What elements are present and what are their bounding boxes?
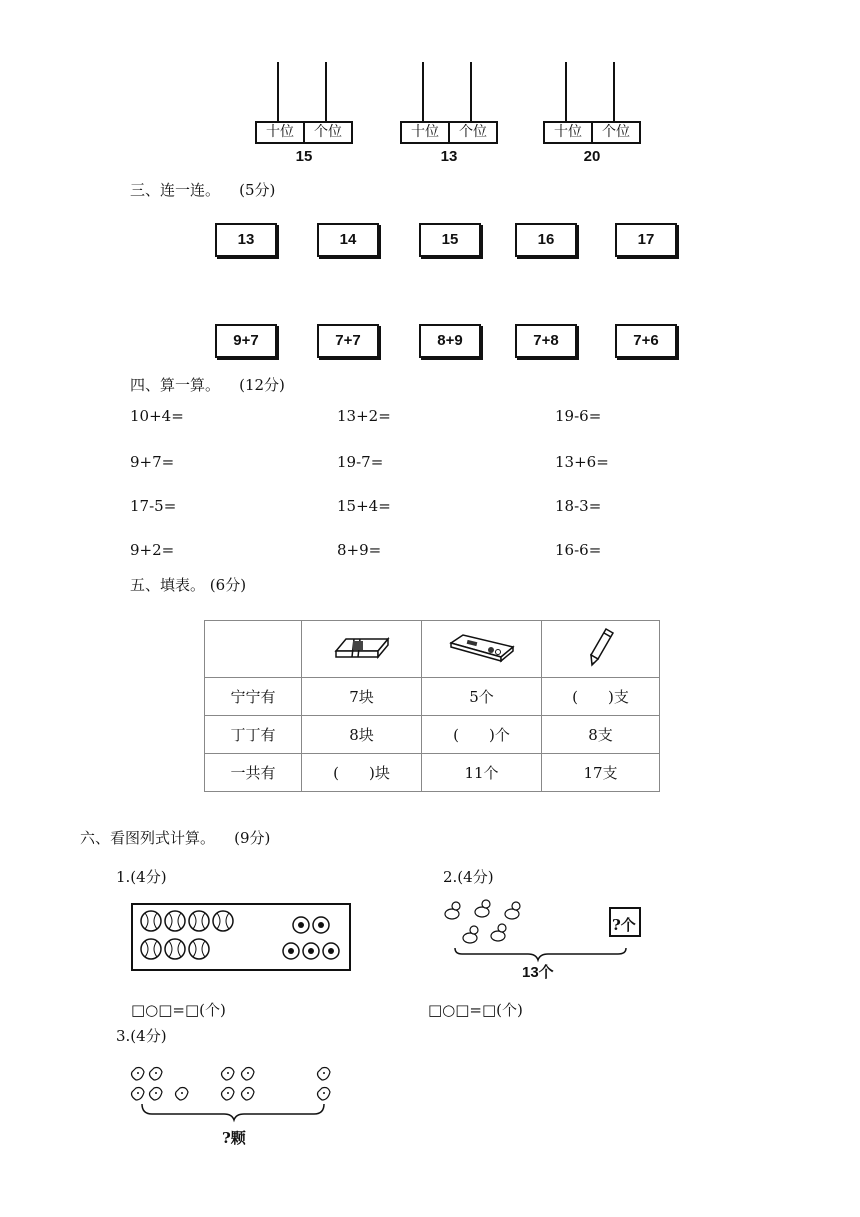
- match-number-box[interactable]: 16: [515, 223, 577, 257]
- match-expression-box[interactable]: 8+9: [419, 324, 481, 358]
- abacus-number: 15: [295, 148, 313, 165]
- q2-answer[interactable]: □○□=□(个): [428, 1001, 523, 1019]
- q2-total: 13个: [522, 964, 554, 981]
- table-cell: 宁宁有: [205, 678, 302, 716]
- equation[interactable]: 16-6=: [555, 541, 602, 559]
- q1-picture: [131, 903, 351, 971]
- q2-label: 2.(4分): [443, 868, 494, 886]
- match-expression-box[interactable]: 7+7: [317, 324, 379, 358]
- eraser-icon: [330, 633, 394, 661]
- table-cell: 7块: [302, 678, 422, 716]
- equation[interactable]: 13+6=: [555, 453, 609, 471]
- pencil-icon: [586, 627, 616, 667]
- table-cell[interactable]: ( )块: [302, 754, 422, 792]
- match-number-box[interactable]: 15: [419, 223, 481, 257]
- pencil-box-icon: [447, 631, 517, 663]
- table-cell: 5个: [422, 678, 542, 716]
- section3-heading: 三、连一连。 (5分): [130, 181, 276, 199]
- table-cell: 8支: [542, 716, 660, 754]
- equation[interactable]: 18-3=: [555, 497, 602, 515]
- match-number-box[interactable]: 14: [317, 223, 379, 257]
- q1-answer[interactable]: □○□=□(个): [131, 1001, 226, 1019]
- abacus-15: 十位 个位 15: [255, 62, 355, 172]
- section6-heading: 六、看图列式计算。 (9分): [80, 829, 271, 847]
- ball-group-icon: [133, 905, 349, 969]
- table-cell: 丁丁有: [205, 716, 302, 754]
- equation[interactable]: 13+2=: [337, 407, 391, 425]
- table-cell: 一共有: [205, 754, 302, 792]
- section5-heading: 五、填表。 (6分): [130, 576, 247, 594]
- table-cell: 8块: [302, 716, 422, 754]
- q3-total: ?颗: [222, 1129, 246, 1147]
- match-number-box[interactable]: 17: [615, 223, 677, 257]
- match-expression-box[interactable]: 7+8: [515, 324, 577, 358]
- match-number-box[interactable]: 13: [215, 223, 277, 257]
- fill-table: [204, 620, 660, 792]
- equation[interactable]: 9+7=: [130, 453, 175, 471]
- equation[interactable]: 19-6=: [555, 407, 602, 425]
- q3-label: 3.(4分): [116, 1027, 167, 1045]
- q2-unknown-box: ?个: [612, 916, 636, 934]
- section4-heading: 四、算一算。 (12分): [130, 376, 285, 394]
- abacus-13: 十位 个位 13: [400, 62, 500, 172]
- match-expression-box[interactable]: 7+6: [615, 324, 677, 358]
- equation[interactable]: 10+4=: [130, 407, 184, 425]
- q1-label: 1.(4分): [116, 868, 167, 886]
- table-cell: 11个: [422, 754, 542, 792]
- table-cell: 17支: [542, 754, 660, 792]
- equation[interactable]: 17-5=: [130, 497, 177, 515]
- table-cell[interactable]: ( )个: [422, 716, 542, 754]
- table-cell[interactable]: ( )支: [542, 678, 660, 716]
- abacus-number: 20: [583, 148, 601, 165]
- equation[interactable]: 15+4=: [337, 497, 391, 515]
- q3-picture: [128, 1064, 338, 1124]
- abacus-number: 13: [440, 148, 458, 165]
- equation[interactable]: 9+2=: [130, 541, 175, 559]
- match-expression-box[interactable]: 9+7: [215, 324, 277, 358]
- equation[interactable]: 19-7=: [337, 453, 384, 471]
- abacus-20: 十位 个位 20: [543, 62, 643, 172]
- equation[interactable]: 8+9=: [337, 541, 382, 559]
